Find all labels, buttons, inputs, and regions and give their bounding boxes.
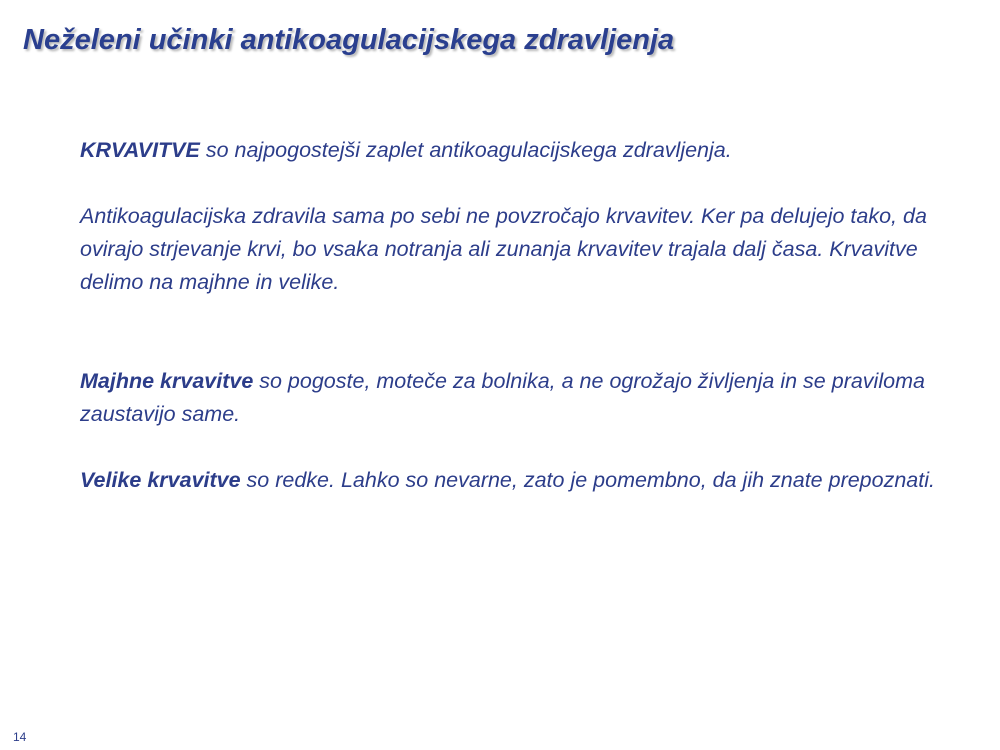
bleeding-term: KRVAVITVE — [80, 138, 200, 162]
major-bleeding-term: Velike krvavitve — [80, 468, 241, 492]
paragraph-major-bleeding — [80, 464, 940, 497]
bleeding-intro-text: so najpogostejši zaplet antikoagulacijskega zdravljenja. — [199, 138, 732, 162]
major-bleeding-text: so redke. Lahko so nevarne, zato je pomembno, da jih znate prepoznati. — [240, 468, 935, 492]
paragraph-minor-bleeding — [80, 365, 940, 431]
slide-title: Neželeni učinki antikoagulacijskega zdravljenja — [23, 24, 675, 56]
minor-bleeding-text: so pogoste, moteče za bolnika, a ne ogrožajo življenja in se praviloma zaustavijo same. — [80, 369, 925, 426]
anticoagulant-effect-text: Antikoagulacijska zdravila sama po sebi ne povzročajo krvavitev. Ker pa delujejo tako, da ovirajo strjevanje krvi, bo vsaka notranja ali zunanja krvavitev trajala dalj časa. Krvavitve delimo na majhne in velike. — [80, 204, 927, 294]
paragraph-bleeding-intro — [80, 134, 732, 167]
paragraph-anticoagulant-effect — [80, 200, 940, 299]
minor-bleeding-term: Majhne krvavitve — [80, 369, 254, 393]
page-number: 14 — [13, 730, 27, 744]
